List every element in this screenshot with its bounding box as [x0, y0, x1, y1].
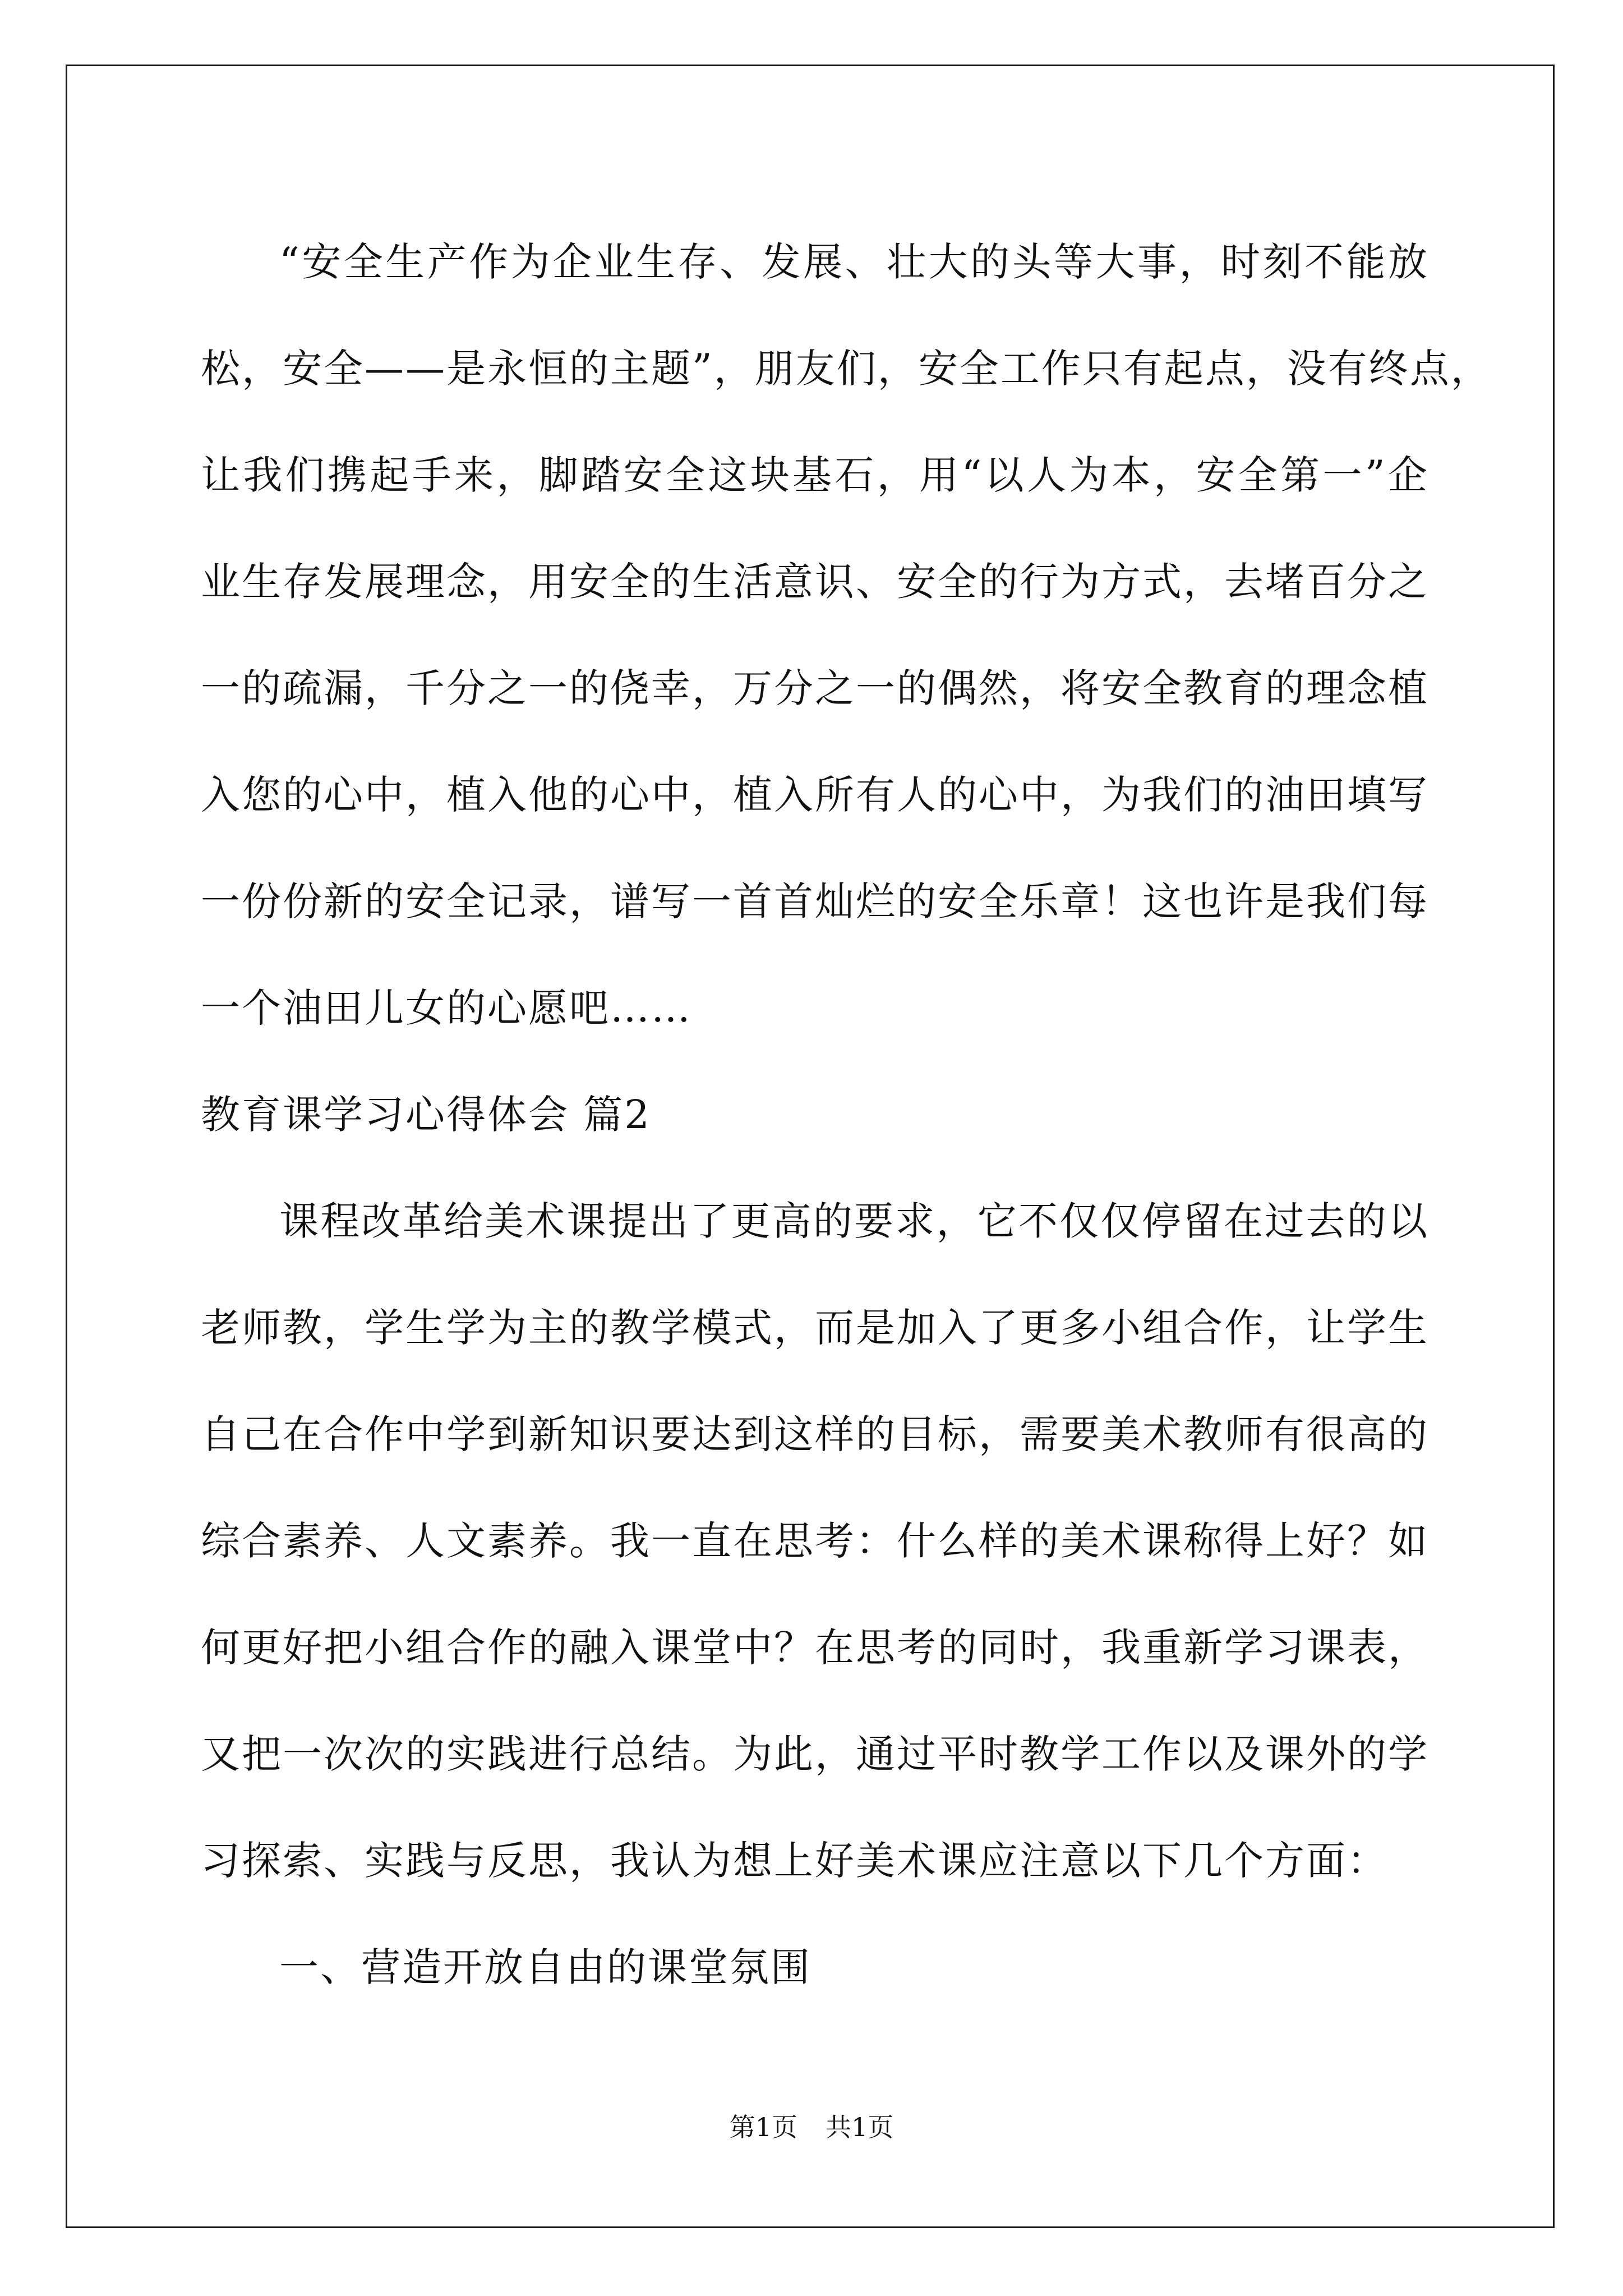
subheading-line: 一、营造开放自由的课堂氛围: [279, 1944, 811, 1990]
document-body: [201, 209, 1492, 2021]
page-footer: [0, 2110, 1623, 2144]
paragraph-line: 一的疏漏，千分之一的侥幸，万分之一的偶然，将安全教育的理念植: [201, 665, 1429, 711]
page-total: 共1页: [826, 2112, 894, 2142]
paragraph-line: 业生存发展理念，用安全的生活意识、安全的行为方式，去堵百分之: [201, 559, 1429, 605]
paragraph-line: 又把一次次的实践进行总结。为此，通过平时教学工作以及课外的学: [201, 1731, 1429, 1777]
paragraph-line: 让我们携起手来，脚踏安全这块基石，用“以人为本，安全第一”企: [201, 452, 1429, 498]
page-number: 第1页: [729, 2112, 797, 2142]
paragraph-line: “安全生产作为企业生存、发展、壮大的头等大事，时刻不能放: [279, 239, 1429, 285]
paragraph-line: 综合素养、人文素养。我一直在思考：什么样的美术课称得上好？如: [201, 1518, 1429, 1564]
paragraph-line: 习探索、实践与反思，我认为想上好美术课应注意以下几个方面：: [201, 1838, 1388, 1884]
paragraph-line: 入您的心中，植入他的心中，植入所有人的心中，为我们的油田填写: [201, 772, 1429, 818]
paragraph-line: 自己在合作中学到新知识要达到这样的目标，需要美术教师有很高的: [201, 1411, 1429, 1457]
paragraph-line: 老师教，学生学为主的教学模式，而是加入了更多小组合作，让学生: [201, 1305, 1429, 1351]
paragraph-line: 一个油田儿女的心愿吧……: [201, 985, 692, 1031]
section-heading: 教育课学习心得体会 篇2: [201, 1092, 651, 1138]
paragraph-line: 何更好把小组合作的融入课堂中？在思考的同时，我重新学习课表，: [201, 1625, 1429, 1671]
paragraph-line: 松，安全——是永恒的主题”，朋友们，安全工作只有起点，没有终点，: [201, 346, 1492, 392]
paragraph-line: 课程改革给美术课提出了更高的要求，它不仅仅停留在过去的以: [279, 1198, 1429, 1244]
paragraph-line: 一份份新的安全记录，谱写一首首灿烂的安全乐章！这也许是我们每: [201, 878, 1429, 924]
